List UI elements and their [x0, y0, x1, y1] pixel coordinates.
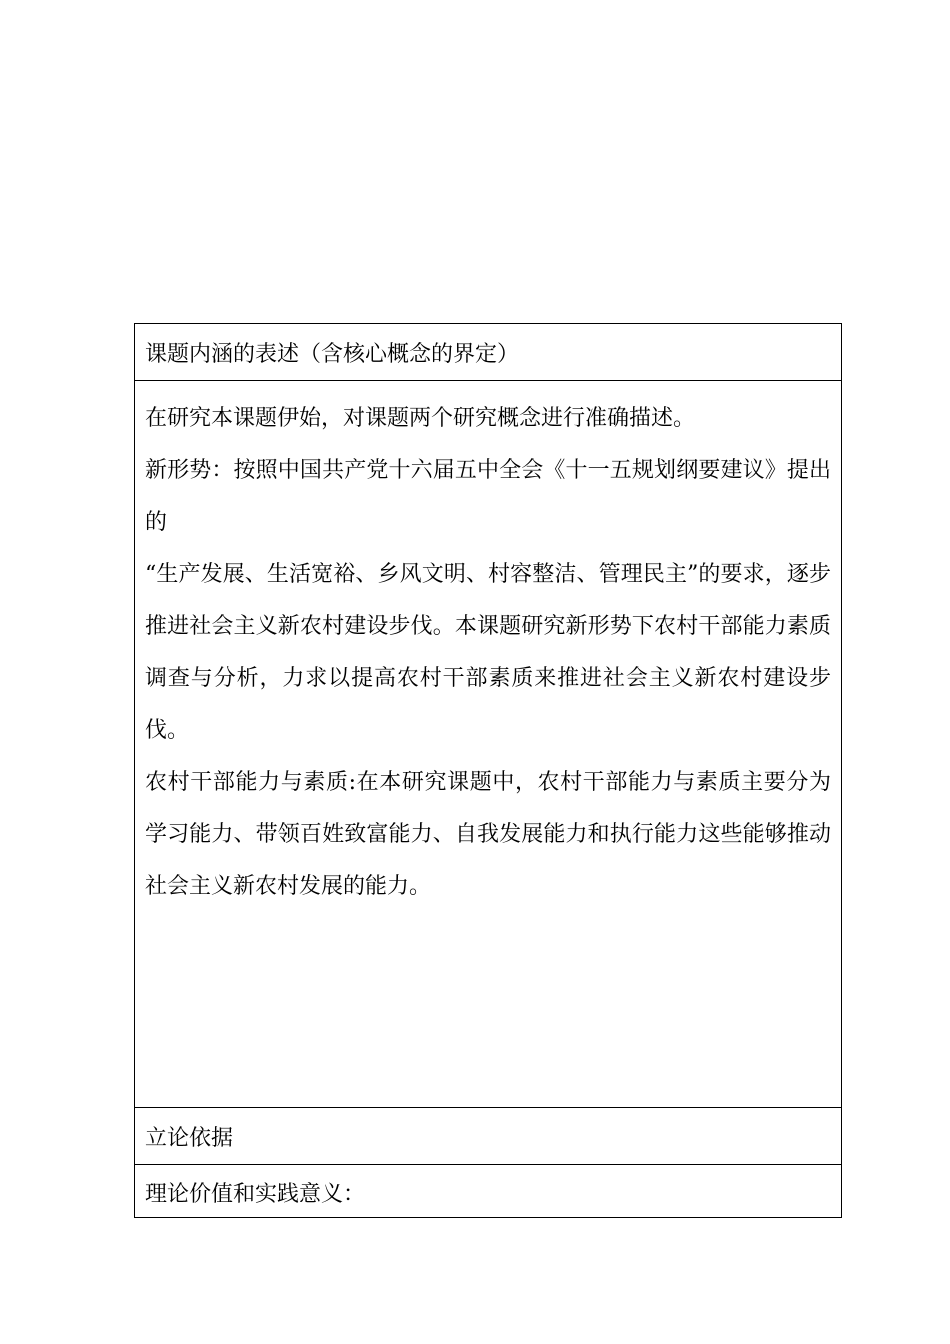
paragraph-significance: 理论价值和实践意义： — [145, 1182, 366, 1207]
paragraph-new-situation: 新形势：按照中国共产党十六届五中全会《十一五规划纲要建议》提出的 — [145, 458, 831, 535]
section-heading-basis — [135, 1108, 841, 1165]
section-heading-connotation — [135, 324, 841, 381]
section-body-connotation — [135, 381, 841, 1108]
paragraph-intro: 在研究本课题伊始，对课题两个研究概念进行准确描述。 — [145, 406, 696, 431]
paragraph-requirements: “生产发展、生活宽裕、乡风文明、村容整洁、管理民主”的要求，逐步推进社会主义新农村建设步伐。本课题研究新形势下农村干部能力素质调查与分析，力求以提高农村干部素质来推进社会主义新农村建设步伐。 — [145, 562, 831, 743]
paragraph-cadre-ability: 农村干部能力与素质:在本研究课题中，农村干部能力与素质主要分为学习能力、带领百姓致富能力、自我发展能力和执行能力这些能够推动社会主义新农村发展的能力。 — [145, 770, 831, 899]
proposal-table — [134, 323, 842, 1218]
section-heading-text: 立论依据 — [145, 1125, 234, 1151]
section-heading-text: 课题内涵的表述（含核心概念的界定） — [145, 341, 520, 367]
section-body-basis — [135, 1165, 841, 1217]
